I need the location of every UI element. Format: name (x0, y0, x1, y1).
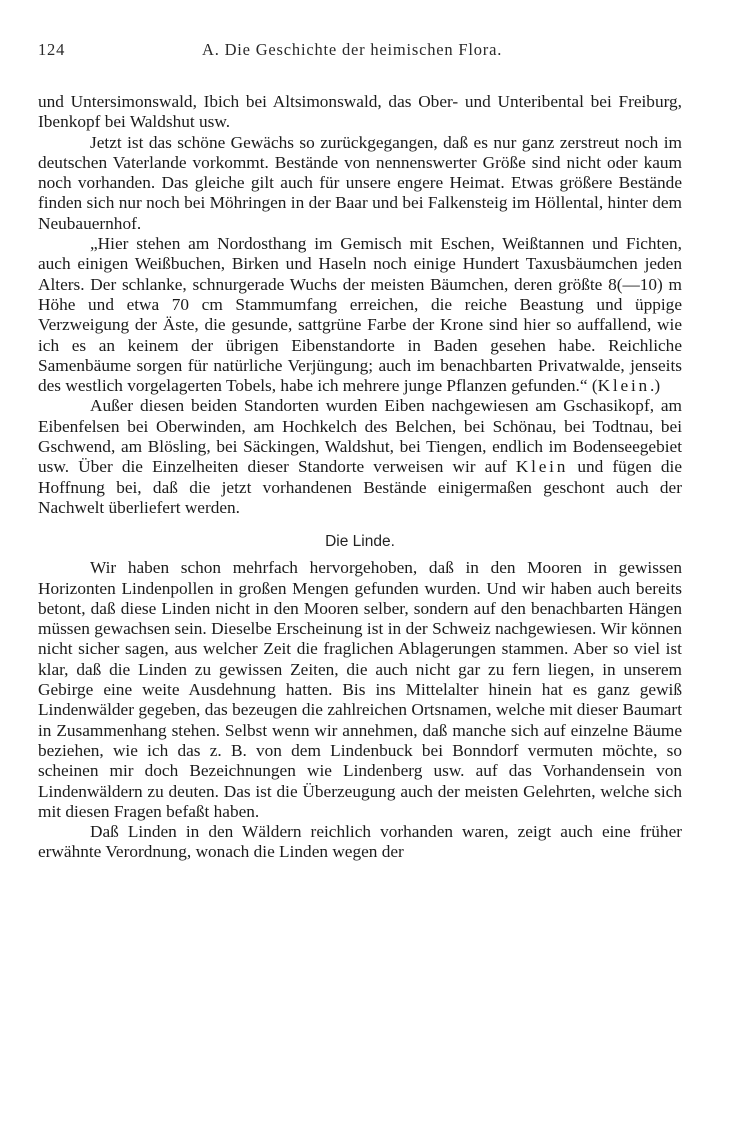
book-page (38, 40, 686, 862)
running-title: A. Die Geschichte der heimischen Flora. (202, 40, 503, 59)
page-number: 124 (38, 40, 66, 59)
author-name-spaced: Klein (515, 457, 569, 477)
paragraph-text: und fügen die Hoffnung bei, daß die jetzt vorhandenen Bestände einigermaßen geschont auch der Nachwelt überliefert werden. (38, 457, 682, 517)
section-heading: Die Linde. (325, 533, 395, 551)
paragraph-text: .) (650, 376, 661, 396)
paragraph-text: Jetzt ist das schöne Gewächs so zurückgegangen, daß es nur ganz zerstreut noch im deutschen Vaterlande vorkommt. Bestände von nennenswerter Größe sind nicht oder kaum noch vorhanden. Das gleiche gilt auch für unsere engere Heimat. Etwas größere Bestände finden sich nur noch bei Möhringen in der Baar und bei Falkensteig im Höllental, hinter dem Neubauernhof. (38, 132, 682, 233)
paragraph-4 (38, 396, 682, 518)
paragraph-text: und Untersimonswald, Ibich bei Altsimonswald, das Ober- und Unteribental bei Freiburg, Ibenkopf bei Waldshut usw. (38, 92, 682, 132)
paragraph-5 (38, 558, 682, 822)
paragraph-6 (38, 822, 682, 863)
paragraph-text: Wir haben schon mehrfach hervorgehoben, daß in den Mooren in gewissen Horizonten Lindenpollen in großen Mengen gefunden wurden. Und wir haben auch bereits betont, daß diese Linden nicht in den Mooren selber, sondern auf den benachbarten Hängen müssen gewachsen sein. Dieselbe Erscheinung ist in der Schweiz nachgewiesen. Wir können nicht sicher sagen, aus welcher Zeit die fraglichen Ablagerungen stammen. Aber so viel ist klar, daß die Linden zu gewissen Zeiten, die auch nicht gar zu fern liegen, in unserem Gebirge eine weite Ausdehnung hatten. Bis ins Mittelalter hinein hat es ganz gewiß Lindenwälder gegeben, das bezeugen die zahlreichen Ortsnamen, welche mit dieser Baumart in Zusammenhang stehen. Selbst wenn wir annehmen, daß manche sich auf einzelne Bäume beziehen, wie ich das z. B. von dem Lindenbuck bei Bonndorf vermuten möchte, so scheinen mir doch Bezeichnungen wie Lindenberg usw. auf das Vorhandensein von Lindenwäldern zu deuten. Das ist die Überzeugung auch der meisten Gelehrten, welche sich mit diesen Fragen befaßt haben. (38, 558, 682, 821)
author-name-spaced: Klein (597, 376, 650, 396)
paragraph-3-quotation (38, 234, 682, 396)
paragraph-text: „Hier stehen am Nordosthang im Gemisch mit Eschen, Weißtannen und Fichten, auch einigen Weißbuchen, Birken und Haseln noch einige Hundert Taxusbäumchen jeden Alters. Der schlanke, schnurgerade Wuchs der meisten Bäumchen, deren größte 8(—10) m Höhe und etwa 70 cm Stammumfang erreichen, die reiche Beastung und üppige Verzweigung der Äste, die gesunde, sattgrüne Farbe der Krone sind hier so auffallend, wie ich es an keinem der übrigen Eibenstandorte in Baden gesehen habe. Reichliche Samenbäume sorgen für natürliche Verjüngung; auch im benachbarten Privatwalde, jenseits des westlich vorgelagerten Tobels, habe ich mehrere junge Pflanzen gefunden.“ ( (38, 234, 682, 396)
paragraph-text: Außer diesen beiden Standorten wurden Eiben nachgewiesen am Gschasikopf, am Eibenfelsen bei Oberwinden, am Hochkelch des Belchen, bei Schönau, bei Todtnau, bei Gschwend, am Blösling, bei Säckingen, Waldshut, bei Tiengen, endlich im Bodenseegebiet usw. Über die Einzelheiten dieser Standorte verweisen wir auf (38, 396, 682, 477)
paragraph-2 (38, 133, 682, 234)
paragraph-1 (38, 92, 682, 133)
body-text (38, 92, 682, 863)
paragraph-text: Daß Linden in den Wäldern reichlich vorhanden waren, zeigt auch eine früher erwähnte Verordnung, wonach die Linden wegen der (38, 822, 682, 862)
running-head (38, 40, 686, 74)
